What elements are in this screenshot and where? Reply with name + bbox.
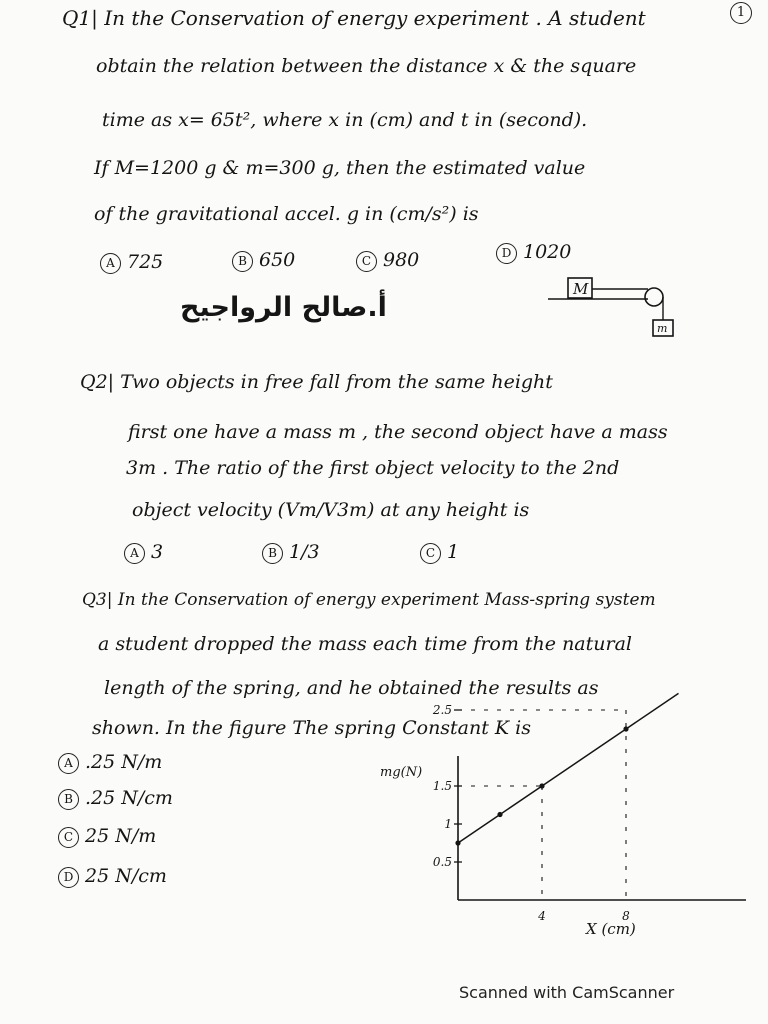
option-text: 25 N/m xyxy=(85,825,157,847)
option-text: .25 N/cm xyxy=(85,787,173,809)
q1-line-5: of the gravitational accel. g in (cm/s²) is xyxy=(94,203,479,225)
q1-line-2: obtain the relation between the distance x & the square xyxy=(96,55,637,77)
option-text: .25 N/m xyxy=(85,751,163,773)
q1-option-d[interactable] xyxy=(496,240,571,264)
y-axis-label: mg(N) xyxy=(380,765,423,780)
pulley-diagram xyxy=(548,272,678,344)
q2-option-b[interactable] xyxy=(262,540,320,564)
data-point xyxy=(623,726,628,731)
option-text: 1020 xyxy=(523,241,572,263)
q3-line-1: Q3| In the Conservation of energy experiment Mass-spring system xyxy=(82,590,656,610)
option-letter: C xyxy=(420,543,441,564)
q1-option-c[interactable] xyxy=(356,248,419,272)
q2-option-a[interactable] xyxy=(124,540,163,564)
option-letter: A xyxy=(124,543,145,564)
q3-line-2: a student dropped the mass each time from the natural xyxy=(98,633,632,655)
option-letter: B xyxy=(58,789,79,810)
q1-line-3: time as x= 65t², where x in (cm) and t in (second). xyxy=(102,109,588,131)
q1-line-4: If M=1200 g & m=300 g, then the estimated value xyxy=(94,157,586,179)
option-letter: B xyxy=(262,543,283,564)
q3-option-c[interactable] xyxy=(58,824,156,848)
y-tick-label: 1 xyxy=(444,817,452,831)
q2-line-2: first one have a mass m , the second object have a mass xyxy=(128,421,668,443)
data-point xyxy=(539,783,544,788)
q1-option-b[interactable] xyxy=(232,248,295,272)
option-text: 3 xyxy=(151,541,164,563)
q1-line-1: Q1| In the Conservation of energy experiment . A student xyxy=(62,6,646,30)
option-letter: A xyxy=(58,753,79,774)
q3-option-a[interactable] xyxy=(58,750,162,774)
option-letter: C xyxy=(58,827,79,848)
spring-graph xyxy=(376,703,752,950)
x-tick-label: 8 xyxy=(622,909,630,923)
x-tick-label: 4 xyxy=(538,909,546,923)
guide-lines xyxy=(458,710,626,900)
hanging-mass-label: m xyxy=(657,322,668,335)
pulley xyxy=(645,288,663,306)
option-text: 725 xyxy=(127,251,164,273)
y-tick-label: 2.5 xyxy=(432,703,452,717)
y-tick-label: 1.5 xyxy=(432,779,452,793)
q3-option-d[interactable] xyxy=(58,864,167,888)
axis-ticks xyxy=(432,703,630,923)
option-letter: C xyxy=(356,251,377,272)
q1-option-a[interactable] xyxy=(100,250,163,274)
page-number: 1 xyxy=(730,2,752,24)
q2-option-c[interactable] xyxy=(420,540,459,564)
q2-line-3: 3m . The ratio of the first object velocity to the 2nd xyxy=(126,457,620,479)
option-text: 1/3 xyxy=(289,541,320,563)
y-tick-label: 0.5 xyxy=(432,855,452,869)
q3-option-b[interactable] xyxy=(58,786,173,810)
author-name: أ.صالح الرواجيح xyxy=(180,292,387,323)
data-point xyxy=(455,840,460,845)
q2-line-4: object velocity (Vm/V3m) at any height is xyxy=(132,499,530,521)
option-text: 1 xyxy=(447,541,460,563)
scanner-watermark: Scanned with CamScanner xyxy=(459,983,675,1002)
x-axis-label: X (cm) xyxy=(586,920,636,938)
option-letter: D xyxy=(496,243,517,264)
option-text: 980 xyxy=(383,249,420,271)
option-text: 650 xyxy=(259,249,296,271)
option-letter: B xyxy=(232,251,253,272)
q3-line-3: length of the spring, and he obtained the results as xyxy=(104,677,599,699)
block-label: M xyxy=(573,280,589,298)
option-letter: A xyxy=(100,253,121,274)
q3-line-4: shown. In the figure The spring Constant K is xyxy=(92,717,531,739)
q2-line-1: Q2| Two objects in free fall from the same height xyxy=(80,371,553,393)
data-point xyxy=(497,812,502,817)
option-letter: D xyxy=(58,867,79,888)
option-text: 25 N/cm xyxy=(85,865,167,887)
